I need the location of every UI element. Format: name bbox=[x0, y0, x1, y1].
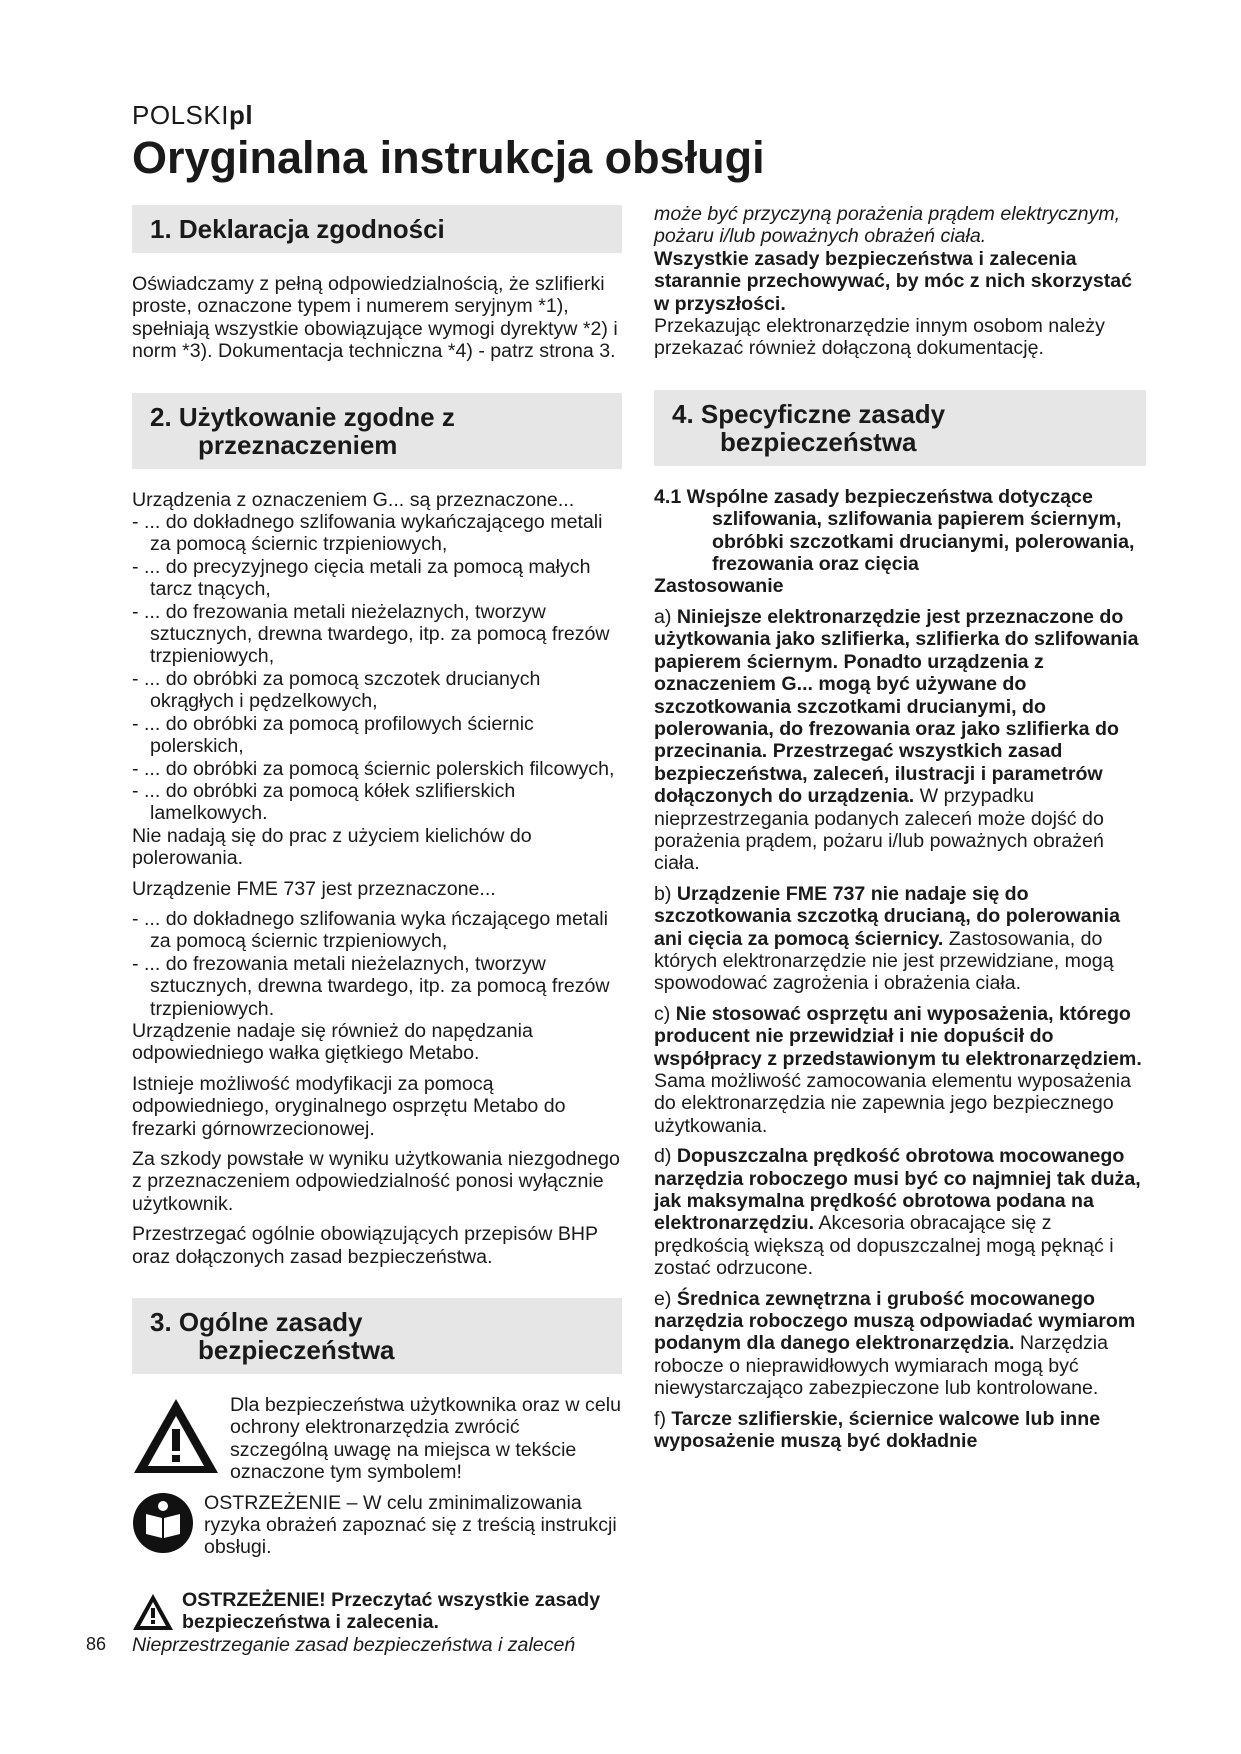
s2-bullet: - ... do precyzyjnego cięcia metali za pomocą małych tarcz tnących, bbox=[132, 555, 591, 601]
warning-triangle-icon bbox=[132, 1396, 220, 1476]
s2-bullet: - ... do obróbki za pomocą profilowych ściernic polerskich, bbox=[132, 712, 534, 758]
zastosowanie-heading: Zastosowanie bbox=[654, 575, 784, 598]
warning-read-all: OSTRZEŻENIE! Przeczytać wszystkie zasady bezpieczeństwa i zalecenia. bbox=[132, 1589, 622, 1634]
right-column bbox=[654, 203, 1146, 1453]
item-f: f) Tarcze szlifierskie, ściernice walcowe lub inne wyposażenie muszą być dokładnie bbox=[654, 1407, 1101, 1453]
s2-bullet: - ... do obróbki za pomocą ściernic polerskich filcowych, bbox=[132, 757, 615, 780]
s1-text: Oświadczamy z pełną odpowiedzialnością, że szlifierki proste, oznaczone typem i numerem seryjnym *1), spełniają wszystkie obowiązujące wymogi dyrektyw *2) i norm *3). Dokumentacja techniczna *4) - patrz strona 3. bbox=[132, 273, 618, 363]
s2-bullet: - ... do dokładnego szlifowania wykańczającego metali za pomocą ściernic trzpieniowych, bbox=[132, 511, 603, 556]
s2-bullet: - ... do obróbki za pomocą szczotek drucianych okrągłych i pędzelkowych, bbox=[132, 667, 541, 713]
s2-bullet: - ... do frezowania metali nieżelaznych, tworzyw sztucznych, drewna twardego, itp. za pomocą frezów trzpieniowych. bbox=[132, 952, 610, 1020]
s2-paragraph: Urządzenie FME 737 jest przeznaczone... bbox=[132, 877, 496, 900]
manual-note: OSTRZEŻENIE – W celu zminimalizowania ryzyka obrażeń zapoznać się z treścią instrukcji obsługi. bbox=[132, 1492, 622, 1559]
section-3-heading: 3. Ogólne zasady bezpieczeństwa bbox=[132, 1298, 622, 1374]
page-number: 86 bbox=[86, 1634, 107, 1654]
s2-paragraph: Nie nadają się do prac z użyciem kielichów do polerowania. bbox=[132, 824, 532, 870]
pass-on-2: przekazać również dołączoną dokumentację. bbox=[654, 337, 1044, 360]
read-manual-icon bbox=[132, 1492, 194, 1554]
page-title: Oryginalna instrukcja obsługi bbox=[132, 132, 765, 183]
item-e: e) Średnica zewnętrzna i grubość mocowanego narzędzia roboczego muszą odpowiadać wymiarom podanym dla danego elektronarzędzia. Narzędzia robocze o nieprawidłowych wymiarach mogą być niewystarczająco zabezpieczone lub kontrolowane. bbox=[654, 1287, 1136, 1400]
continued-italic: może być przyczyną porażenia prądem elektrycznym, pożaru i/lub poważnych obrażeń ciała. bbox=[654, 203, 1121, 248]
s2-paragraph: Istnieje możliwość modyfikacji za pomocą odpowiedniego, oryginalnego osprzętu Metabo do frezarki górnowrzecionowej. bbox=[132, 1072, 566, 1140]
s2-bullet: - ... do dokładnego szlifowania wyka ńczającego metali za pomocą ściernic trzpieniowych, bbox=[132, 907, 608, 953]
section-2-heading: 2. Użytkowanie zgodne z przeznaczeniem bbox=[132, 393, 622, 469]
s2-paragraph: Urządzenie nadaje się również do napędzania odpowiedniego wałka giętkiego Metabo. bbox=[132, 1019, 533, 1065]
subsection-4-1-heading: 4.1 Wspólne zasady bezpieczeństwa dotyczące szlifowania, szlifowania papierem ściernym, obróbki szczotkami drucianymi, polerowania, frezowania oraz cięcia bbox=[654, 485, 1135, 576]
s2-paragraph: Przestrzegać ogólnie obowiązujących przepisów BHP oraz dołączonych zasad bezpieczeństwa. bbox=[132, 1223, 598, 1268]
section-1-heading: 1. Deklaracja zgodności bbox=[132, 205, 622, 253]
language-label: POLSKIpl bbox=[132, 100, 254, 130]
item-d: d) Dopuszczalna prędkość obrotowa mocowanego narzędzia roboczego musi być co najmniej tak duża, jak maksymalna prędkość obrotowa podana na elektronarzędziu. Akcesoria obracające się z prędkością większą od dopuszczalnej mogą pęknąć i zostać odrzucone. bbox=[654, 1145, 1141, 1280]
s2-intro: Urządzenia z oznaczeniem G... są przeznaczone... bbox=[132, 488, 575, 511]
warning-symbol-note: Dla bezpieczeństwa użytkownika oraz w celu ochrony elektronarzędzia zwrócić szczególną uwagę na miejsca w tekście oznaczone tym symbolem! bbox=[132, 1394, 622, 1484]
keep-instructions: Wszystkie zasady bezpieczeństwa i zalecenia starannie przechowywać, by móc z nich skorzystać w przyszłości. bbox=[654, 247, 1133, 315]
item-b: b) Urządzenie FME 737 nie nadaje się do szczotkowania szczotką drucianą, do polerowania ani cięcia za pomocą ściernicy. Zastosowania, do których elektronarzędzie nie jest przewidziane, mogą spowodować zagrożenia i obrażenia ciała. bbox=[654, 882, 1121, 995]
section-4-heading: 4. Specyficzne zasady bezpieczeństwa bbox=[654, 390, 1146, 466]
warning-italic: Nieprzestrzeganie zasad bezpieczeństwa i zaleceń bbox=[132, 1633, 576, 1656]
pass-on-1: Przekazując elektronarzędzie innym osobom należy bbox=[654, 315, 1105, 338]
s2-paragraph: Za szkody powstałe w wyniku użytkowania niezgodnego z przeznaczeniem odpowiedzialność ponosi wyłącznie użytkownik. bbox=[132, 1148, 620, 1215]
s2-bullet: - ... do obróbki za pomocą kółek szlifierskich lamelkowych. bbox=[132, 779, 516, 825]
left-column bbox=[132, 205, 622, 1656]
s2-bullet: - ... do frezowania metali nieżelaznych, tworzyw sztucznych, drewna twardego, itp. za pomocą frezów trzpieniowych, bbox=[132, 600, 610, 668]
warning-triangle-icon bbox=[132, 1593, 174, 1631]
item-c: c) Nie stosować osprzętu ani wyposażenia, którego producent nie przewidział i nie dopuścił do współpracy z przedstawionym tu elektronarzędziem. Sama możliwość zamocowania elementu wyposażenia do elektronarzędzia nie zapewnia jego bezpiecznego użytkowania. bbox=[654, 1002, 1142, 1137]
item-a: a) Niniejsze elektronarzędzie jest przeznaczone do użytkowania jako szlifierka, szlifierka do szlifowania papierem ściernym. Ponadto urządzenia z oznaczeniem G... mogą być używane do szczotkowania szczotkami drucianymi, do polerowania, do frezowania oraz jako szlifierka do przecinania. Przestrzegać wszystkich zasad bezpieczeństwa, zaleceń, ilustracji i parametrów dołączonych do urządzenia. W przypadku nieprzestrzegania podanych zaleceń może dojść do porażenia prądem, pożaru i/lub poważnych obrażeń ciała. bbox=[654, 605, 1139, 875]
